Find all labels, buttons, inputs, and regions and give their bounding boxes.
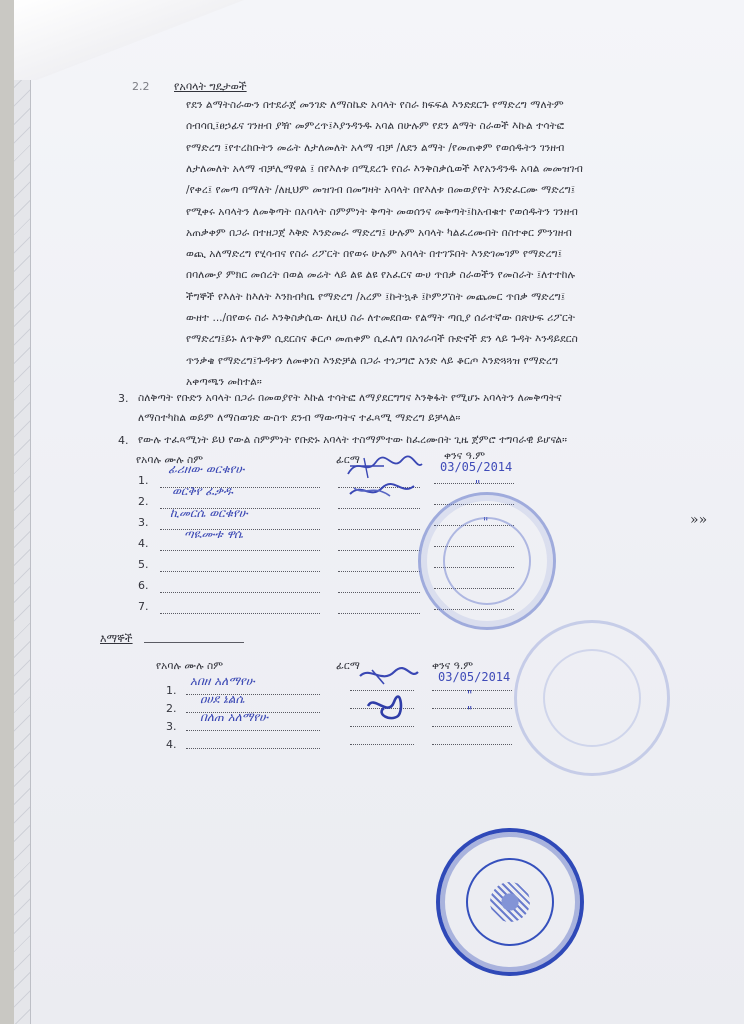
member-name-line: [160, 571, 320, 572]
section-body-line: ጥንቃቄ የማድረግ፤ጉዳቱን ለመቀነስ እንድቻል በጋራ ተነጋግሮ አንድ ላይ ቆርጦ እንድጓጓዝ የማድረግ: [186, 354, 559, 367]
witness-date-header: ቀንና ዓ.ም: [432, 660, 474, 672]
section-body-line: አቀጣጫን መከተል።: [186, 375, 262, 388]
section-body-line: የማድረግ ፤የተረከቡትን መሬት ለታለመለት አላማ ብቻ /ለደን ልማት /የመጠቀም የወሰዱትን ገንዘብ: [186, 141, 565, 154]
witnesses-title: እማኞች: [100, 632, 133, 645]
office-stamp-seal: [436, 828, 584, 976]
underlying-page-edge: [14, 70, 31, 1024]
members-signature-header: ፊርማ: [336, 454, 360, 466]
witness-signatures: [354, 664, 424, 734]
section-body-line: ሰብሳቢ፤ፀኃፊና ገንዘብ ያዥ መምረጥ፤እያንዳንዱ አባል በሁሉም የደን ልማት ስራወች እኩል ተሳትፎ: [186, 120, 565, 133]
section-heading: የአባላት ግዴታወች: [174, 80, 247, 93]
witnesses-title-rule: [144, 642, 244, 643]
witness-signature-1: [360, 668, 418, 676]
member-name-line: [160, 550, 320, 551]
ghost-stamp-seal: [514, 620, 670, 776]
witness-signature-2: [368, 697, 401, 719]
witness-row-number: 3.: [166, 720, 177, 733]
folded-corner: [14, 0, 244, 80]
witness-signature-header: ፊርማ: [336, 660, 360, 672]
faded-stamp-seal: [418, 492, 556, 630]
witness-name-line: [186, 730, 320, 731]
member-row-number: 2.: [138, 495, 149, 508]
witness-date: ": [466, 704, 474, 718]
member-signature-line: [338, 571, 420, 572]
members-date-header: ቀንና ዓ.ም: [444, 450, 486, 462]
members-name-header: የአባሉ ሙሉ ስም: [136, 454, 204, 466]
clause-4-line-1: የውሉ ተፈጻሚነት ይህ የውል ስምምነት የቡድኑ አባላት ተስማምተው ከፈረሙበት ጊዜ ጀምሮ ተግባራዊ ይሆናል።: [138, 434, 568, 446]
witness-date: ": [466, 688, 474, 702]
witness-name: አበዘ አለማየሁ: [190, 674, 255, 688]
margin-ink-mark: »»: [690, 512, 708, 528]
member-signature-line: [338, 529, 420, 530]
witness-name: ዐሀደ ኔልሴ: [200, 692, 245, 706]
witness-name: በለጠ አለማየሁ: [200, 710, 269, 724]
section-body-line: አጠቃቀም በጋራ በተዘጋጀ እቅድ እንድመራ ማድረግ፤ ሁሉም አባላት ካልፈረሙበት በስተቀር ምንገዘብ: [186, 226, 572, 239]
member-date: ": [482, 515, 490, 529]
section-body-line: ውዘተ .../በየወሩ ስራ እንቅስቃሴው ለዚህ ስራ ለተመደበው የልማት ጣቢያ ሰራተኛው በጽሁፍ ሪፖርት: [186, 312, 576, 324]
witness-row-number: 2.: [166, 702, 177, 715]
clause-4-number: 4.: [118, 434, 129, 447]
clause-3-line-1: ስለቅጣት የቡድን አባላት በጋራ በመወያየት እኩል ተሳትፎ ለማያደርግግና እንቅፋት የሚሆኑ አባላትን ለመቅጣትና: [138, 392, 562, 404]
member-name-line: [160, 613, 320, 614]
member-row-number: 6.: [138, 579, 149, 592]
member-name-line: [160, 592, 320, 593]
section-body-line: የደን ልማትስራውን በተደራጀ መንገድ ለማስኬድ አባላት የስራ ክፍፍል እንድደርጉ የማድረግ ማለትም: [186, 99, 564, 111]
signature-1: [348, 456, 422, 474]
witness-date: 03/05/2014: [438, 670, 511, 684]
member-name: ፊሪዘው ወርቁየሁ: [168, 462, 245, 476]
section-body-line: ችግኞች የእለት ከእለት እንክብካቤ የማድረግ /አረም ፤ኩትኳቶ ፤ኮምፖስት መጨመር ጥበቃ ማድረግ፤: [186, 290, 566, 303]
witness-name-header: የአባሉ ሙሉ ስም: [156, 660, 224, 672]
member-signature-line: [338, 550, 420, 551]
member-row-number: 4.: [138, 537, 149, 550]
signature-2: [350, 484, 414, 494]
member-row-number: 5.: [138, 558, 149, 571]
section-body-line: ለታለመለት አላማ ብቻሊማዋል ፤ በየእለቱ በሚደረጉ የስራ እንቅስቃሴወች እየአንዳንዱ አባል መመዝገብ: [186, 162, 583, 175]
section-body-line: የማድረግ፤ይኑ ለጥቅም ሲደርስና ቆርጦ መጠቀም ሲፈለግ በአጎራባች ቡድኖች ደን ላይ ጉዳት እንዳይደርስ: [186, 333, 578, 346]
witness-name-line: [186, 748, 320, 749]
document-page: [14, 0, 744, 1024]
witness-date-line: [432, 726, 512, 727]
member-signature-line: [338, 613, 420, 614]
member-name: ኪመርሴ ወርቁየሁ: [170, 506, 248, 520]
section-body-line: የሚቀሩ አባላትን ለመቅጣት በአባላት ስምምነት ቅጣት መወሰንና መቅጣት፤ከአብቁተ የወሰዱትን ገንዘብ: [186, 205, 578, 218]
member-signature-line: [338, 592, 420, 593]
witness-row-number: 4.: [166, 738, 177, 751]
member-date: 03/05/2014: [440, 460, 513, 474]
member-row-number: 1.: [138, 474, 149, 487]
member-date: ": [474, 478, 482, 492]
member-name: ወርቅየ ፈቃዱ: [172, 484, 233, 498]
member-name: ጣዪሙቱ ዋሴ: [184, 527, 243, 541]
witness-row-number: 1.: [166, 684, 177, 697]
witness-signature-line: [350, 744, 414, 745]
witness-date-line: [432, 744, 512, 745]
section-body-line: በባለሙያ ምክር መሰረት በወል መሬት ላይ ልዩ ልዩ የአፈርና ውሀ ጥበቃ ስራወችን የመስራት ፤ለተተከሉ: [186, 269, 576, 282]
clause-3-number: 3.: [118, 392, 129, 405]
member-row-number: 3.: [138, 516, 149, 529]
section-body-line: /የቀረ፤ የመጣ በማለት /ለዚህም መዝገብ በመግዛት አባላት በየእለቱ በመወያየት እንድፈርሙ ማድረግ፤: [186, 184, 576, 197]
member-signatures: [344, 452, 424, 522]
member-row-number: 7.: [138, 600, 149, 613]
section-body-line: ወጪ አለማድረግ የሂሳብና የስራ ሪፖርት በየወሩ ሁሉም አባላት በተገኙበት እንድገመገም የማድረግ፤: [186, 248, 562, 261]
section-number: 2.2: [132, 80, 150, 93]
clause-3-line-2: ለማስተካከል ወይም ለማስወገድ ውስጥ ደንብ ማውጣትና ተፈጻሚ ማድረግ ይቻላል።: [138, 412, 461, 424]
